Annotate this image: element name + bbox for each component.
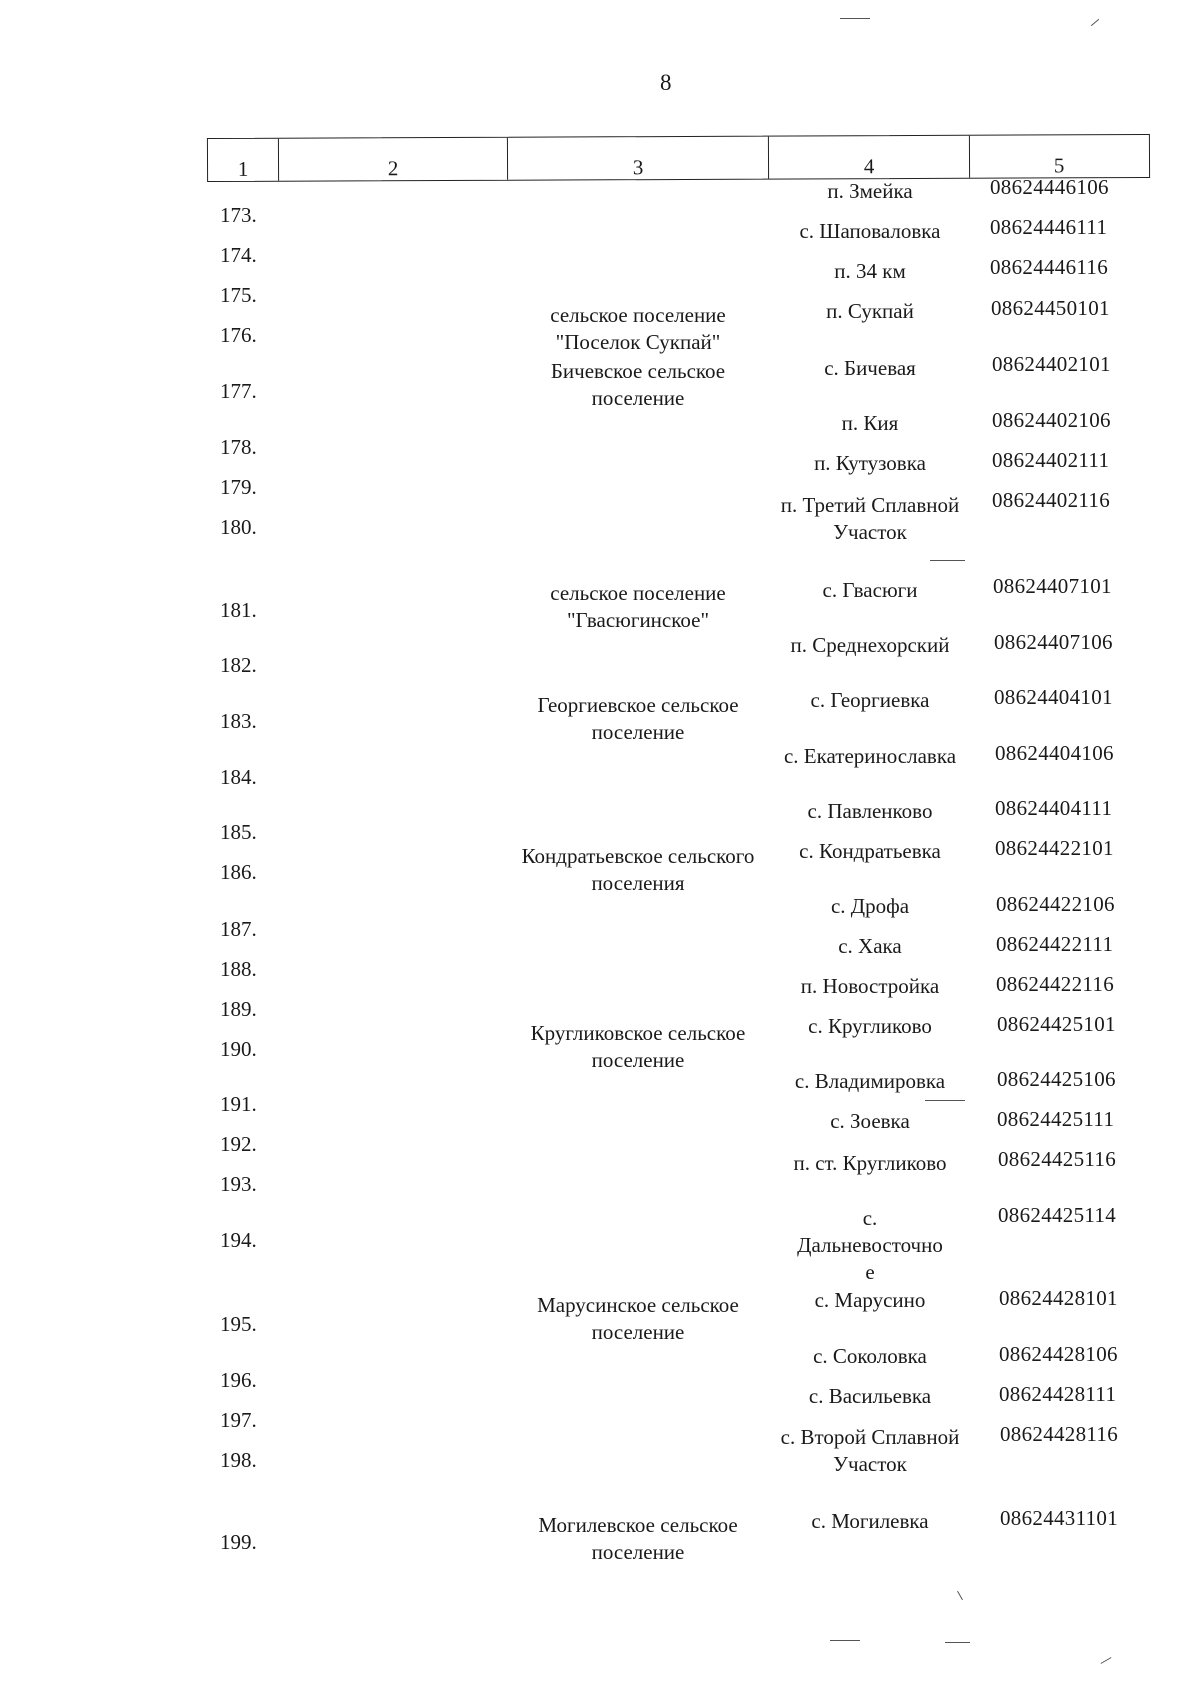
row-number: 199. bbox=[220, 1530, 257, 1554]
locality-name: с. Дрофа bbox=[830, 894, 910, 918]
row-number: 196. bbox=[220, 1368, 257, 1392]
oktmo-code: 08624422116 bbox=[996, 972, 1115, 996]
oktmo-code: 08624425116 bbox=[998, 1147, 1117, 1171]
oktmo-code: 08624407101 bbox=[993, 574, 1112, 598]
oktmo-code: 08624402106 bbox=[992, 408, 1111, 432]
scan-speck bbox=[957, 1591, 963, 1600]
locality-name: с. Георгиевка bbox=[810, 688, 930, 712]
settlement-name: сельское поселение "Поселок Сукпай" bbox=[550, 303, 726, 354]
row-number: 174. bbox=[220, 243, 257, 267]
row-number: 186. bbox=[220, 860, 257, 884]
header-col-3: 3 bbox=[508, 137, 769, 180]
settlement-name: сельское поселение "Гвасюгинское" bbox=[550, 581, 726, 632]
scan-speck bbox=[1101, 1657, 1112, 1664]
oktmo-code: 08624428101 bbox=[999, 1286, 1118, 1310]
scan-speck bbox=[930, 560, 965, 561]
locality-name: с. Шаповаловка bbox=[799, 219, 941, 243]
oktmo-code: 08624425111 bbox=[997, 1107, 1115, 1131]
oktmo-code: 08624422101 bbox=[995, 836, 1114, 860]
oktmo-code: 08624404111 bbox=[995, 796, 1113, 820]
row-number: 178. bbox=[220, 435, 257, 459]
row-number: 188. bbox=[220, 957, 257, 981]
locality-name: с. Марусино bbox=[814, 1288, 926, 1312]
page-number: 8 bbox=[660, 70, 672, 95]
oktmo-code: 08624402111 bbox=[992, 448, 1110, 472]
settlement-name: Марусинское сельское поселение bbox=[537, 1293, 739, 1344]
row-number: 192. bbox=[220, 1132, 257, 1156]
locality-name: с. Владимировка bbox=[794, 1069, 946, 1093]
row-number: 197. bbox=[220, 1408, 257, 1432]
locality-name: с. Дальневосточно е bbox=[797, 1206, 943, 1284]
oktmo-code: 08624404101 bbox=[994, 685, 1113, 709]
locality-name: с. Гвасюги bbox=[822, 578, 918, 602]
oktmo-code: 08624402116 bbox=[992, 488, 1111, 512]
header-col-1: 1 bbox=[208, 139, 279, 181]
row-number: 195. bbox=[220, 1312, 257, 1336]
oktmo-code: 08624425114 bbox=[998, 1203, 1117, 1227]
locality-name: с. Павленково bbox=[807, 799, 933, 823]
scan-speck bbox=[840, 18, 870, 19]
settlement-name: Георгиевское сельское поселение bbox=[537, 693, 739, 744]
settlement-name: Кондратьевское сельского поселения bbox=[521, 844, 755, 895]
locality-name: с. Бичевая bbox=[824, 356, 916, 380]
oktmo-code: 08624422111 bbox=[996, 932, 1114, 956]
row-number: 189. bbox=[220, 997, 257, 1021]
row-number: 184. bbox=[220, 765, 257, 789]
oktmo-code: 08624428111 bbox=[999, 1382, 1117, 1406]
locality-name: с. Екатеринославка bbox=[783, 744, 957, 768]
row-number: 187. bbox=[220, 917, 257, 941]
oktmo-code: 08624425101 bbox=[997, 1012, 1116, 1036]
row-number: 180. bbox=[220, 515, 257, 539]
locality-name: п. ст. Кругликово bbox=[793, 1151, 947, 1175]
header-col-5: 5 bbox=[1053, 153, 1065, 178]
row-number: 191. bbox=[220, 1092, 257, 1116]
settlement-name: Могилевское сельское поселение bbox=[538, 1513, 738, 1564]
locality-name: с. Второй Сплавной Участок bbox=[780, 1425, 960, 1476]
oktmo-code: 08624407106 bbox=[994, 630, 1113, 654]
row-number: 176. bbox=[220, 323, 257, 347]
scan-speck bbox=[945, 1642, 970, 1643]
locality-name: с. Могилевка bbox=[811, 1509, 929, 1533]
locality-name: с. Кондратьевка bbox=[799, 839, 941, 863]
row-number: 183. bbox=[220, 709, 257, 733]
locality-name: с. Зоевка bbox=[830, 1109, 910, 1133]
locality-name: п. Третий Сплавной Участок bbox=[780, 493, 960, 544]
oktmo-code: 08624404106 bbox=[995, 741, 1114, 765]
row-number: 173. bbox=[220, 203, 257, 227]
row-number: 182. bbox=[220, 653, 257, 677]
oktmo-code: 08624428116 bbox=[1000, 1422, 1119, 1446]
row-number: 185. bbox=[220, 820, 257, 844]
locality-name: с. Кругликово bbox=[808, 1014, 932, 1038]
row-number: 179. bbox=[220, 475, 257, 499]
oktmo-code: 08624422106 bbox=[996, 892, 1115, 916]
settlement-name: Кругликовское сельское поселение bbox=[530, 1021, 746, 1072]
oktmo-code: 08624450101 bbox=[991, 296, 1110, 320]
row-number: 190. bbox=[220, 1037, 257, 1061]
oktmo-code: 08624428106 bbox=[999, 1342, 1118, 1366]
row-number: 193. bbox=[220, 1172, 257, 1196]
oktmo-code: 08624402101 bbox=[992, 352, 1111, 376]
scan-speck bbox=[1091, 19, 1099, 26]
oktmo-code: 08624446111 bbox=[990, 215, 1108, 239]
oktmo-code: 08624431101 bbox=[1000, 1506, 1119, 1530]
locality-name: п. Новостройка bbox=[800, 974, 940, 998]
header-col-2: 2 bbox=[279, 138, 508, 181]
header-col-4: 4 bbox=[769, 136, 970, 179]
locality-name: с. Соколовка bbox=[813, 1344, 927, 1368]
row-number: 181. bbox=[220, 598, 257, 622]
oktmo-code: 08624425106 bbox=[997, 1067, 1116, 1091]
locality-name: п. Кутузовка bbox=[814, 451, 926, 475]
locality-name: п. Сукпай bbox=[826, 299, 914, 323]
row-number: 175. bbox=[220, 283, 257, 307]
scan-speck bbox=[925, 1100, 965, 1101]
locality-name: с. Хака bbox=[838, 934, 902, 958]
locality-name: п. Среднехорский bbox=[790, 633, 950, 657]
row-number: 177. bbox=[220, 379, 257, 403]
oktmo-code: 08624446116 bbox=[990, 255, 1109, 279]
settlement-name: Бичевское сельское поселение bbox=[550, 359, 726, 410]
row-number: 198. bbox=[220, 1448, 257, 1472]
row-number: 194. bbox=[220, 1228, 257, 1252]
oktmo-code: 08624446106 bbox=[990, 175, 1109, 199]
locality-name: п. 34 км bbox=[834, 259, 906, 283]
locality-name: с. Васильевка bbox=[808, 1384, 932, 1408]
locality-name: п. Кия bbox=[841, 411, 899, 435]
locality-name: п. Змейка bbox=[827, 179, 913, 203]
scan-speck bbox=[830, 1640, 860, 1641]
